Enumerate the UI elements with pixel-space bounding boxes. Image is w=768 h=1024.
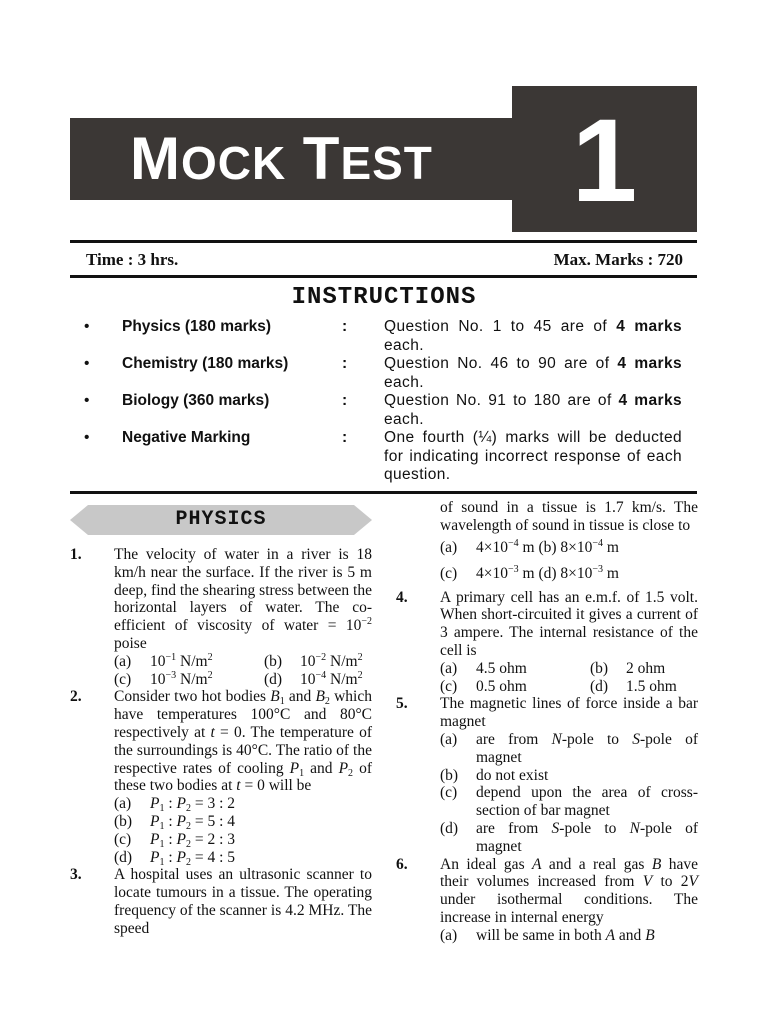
instruction-desc: One fourth (¼) marks will be deducted for indicating incorrect response of each question.: [384, 429, 682, 483]
option-row[interactable]: (c) $4\times 10^{-3}$ m (d) $8\times 10^{-3}$ m: [440, 563, 619, 582]
colon: :: [342, 429, 348, 446]
question-text: An ideal gas A and a real gas B have their volumes increased from V to 2V under isothermal conditions. The increase in internal energy: [440, 855, 699, 926]
left-column: [70, 546, 372, 938]
instruction-desc: Question No. 1 to 45 are of 4 marks each.: [384, 318, 682, 354]
option-d[interactable]: (d) are from S-pole to N-pole of magnet: [440, 819, 698, 855]
option-c[interactable]: (c) depend upon the area of cross-section of bar magnet: [440, 784, 698, 820]
question-number: 3.: [70, 866, 82, 884]
question-number: 6.: [396, 855, 408, 873]
time-label: Time : 3 hrs.: [86, 250, 179, 269]
option-row[interactable]: (c) 0.5 ohm (d) 1.5 ohm: [440, 677, 677, 695]
question-text: A hospital uses an ultrasonic scanner to locate tumours in a tissue. The operating frequency of the scanner is 4.2 MHz. The speed: [114, 866, 372, 937]
option-row[interactable]: (a) $10^{-1}$ $N/m^2$ (b) $10^{-2}$ $N/m^2$: [114, 651, 363, 670]
option-row[interactable]: (c) $10^{-3}$ $N/m^2$ (d) $10^{-4}$ $N/m^2$: [114, 669, 363, 688]
page-title: MOCK TEST: [130, 125, 433, 192]
option-b[interactable]: (b) do not exist: [440, 766, 549, 784]
option-b[interactable]: (b) $P_1$ : $P_2 = 5$ : 4: [114, 812, 236, 832]
question-3: [70, 866, 372, 937]
question-4: [396, 589, 698, 696]
question-6: [396, 856, 698, 945]
section-title: PHYSICS: [175, 508, 267, 531]
test-number: 1: [571, 95, 638, 227]
bullet-icon: •: [84, 429, 90, 446]
option-row[interactable]: (a) $4\times 10^{-4}$ m (b) $8\times 10^{-4}$ m: [440, 537, 619, 556]
option-a[interactable]: (a) are from N-pole to S-pole of magnet: [440, 730, 698, 766]
bullet-icon: •: [84, 318, 90, 335]
instruction-subject: Biology (360 marks): [122, 392, 270, 409]
question-number: 1.: [70, 546, 82, 563]
bullet-icon: •: [84, 392, 90, 409]
instruction-subject: Negative Marking: [122, 429, 251, 446]
question-2: [70, 688, 372, 866]
option-c[interactable]: (c) $P_1$ : $P_2 = 2$ : 3: [114, 830, 236, 850]
instruction-subject: Chemistry (180 marks): [122, 355, 289, 372]
colon: :: [342, 355, 348, 372]
option-a[interactable]: (a) $P_1$ : $P_2 = 3$ : 2: [114, 795, 236, 815]
question-number: 5.: [396, 695, 408, 713]
option-a[interactable]: (a) will be same in both A and B: [440, 926, 655, 944]
instructions-heading: INSTRUCTIONS: [291, 284, 477, 311]
option-row[interactable]: (a) 4.5 ohm (b) 2 ohm: [440, 659, 666, 677]
question-number: 4.: [396, 588, 408, 606]
question-number: 2.: [70, 688, 82, 706]
question-text: A primary cell has an e.m.f. of 1.5 volt. When short-circuited it gives a current of 3 ampere. The internal resistance of the cell is: [440, 588, 698, 659]
right-column: [396, 499, 698, 945]
instruction-desc: Question No. 91 to 180 are of 4 marks each.: [384, 392, 682, 428]
divider: [70, 491, 697, 494]
instruction-subject: Physics (180 marks): [122, 318, 272, 335]
question-text: The velocity of water in a river is 18 km/h near the surface. If the river is 5 m deep, find the shearing stress between the horizontal layers of water. The co-efficient of viscosity of water = $10^{-2}$ poise: [114, 546, 372, 652]
question-text: of sound in a tissue is 1.7 km/s. The wavelength of sound in tissue is close to: [440, 499, 698, 534]
colon: :: [342, 392, 348, 409]
divider: [70, 240, 697, 243]
bullet-icon: •: [84, 355, 90, 372]
question-text: Consider two hot bodies $B_1$ and $B_2$ which have temperatures 100°C and 80°C respectively at t = 0. The temperature of the surroundings is 40°C. The ratio of the respective rates of cooling $P_1$ and $P_2$ of these two bodies at t = 0 will be: [114, 688, 372, 795]
divider: [70, 275, 697, 278]
question-3-continued: [396, 499, 698, 589]
max-marks-label: Max. Marks : 720: [553, 250, 683, 269]
question-5: [396, 695, 698, 855]
colon: :: [342, 318, 348, 335]
instruction-desc: Question No. 46 to 90 are of 4 marks each.: [384, 355, 683, 391]
question-text: The magnetic lines of force inside a bar magnet: [440, 695, 698, 731]
question-1: [70, 546, 372, 688]
option-d[interactable]: (d) $P_1$ : $P_2 = 4$ : 5: [114, 848, 236, 868]
